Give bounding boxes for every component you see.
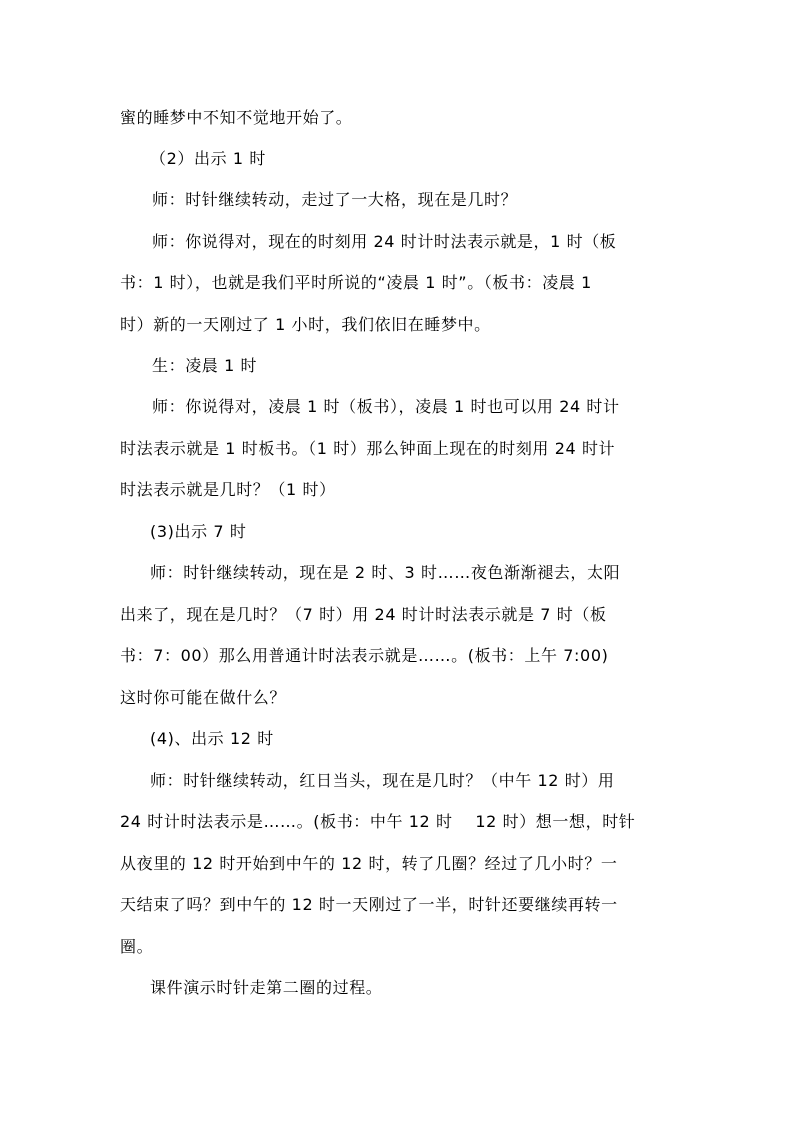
paragraph-line: 这时你可能在做什么？ bbox=[120, 688, 287, 707]
paragraph-line: 24 时计时法表示是……。(板书：中午 12 时 12 时）想一想，时针 bbox=[120, 812, 636, 831]
paragraph-line: 从夜里的 12 时开始到中午的 12 时，转了几圈？经过了几小时？一 bbox=[120, 854, 618, 873]
paragraph-line: 师：时针继续转动，走过了一大格，现在是几时？ bbox=[152, 190, 518, 209]
paragraph-line: 天结束了吗？到中午的 12 时一天刚过了一半，时针还要继续再转一 bbox=[120, 895, 618, 914]
paragraph-line: 生：凌晨 1 时 bbox=[152, 356, 258, 375]
paragraph-line: (3)出示 7 时 bbox=[150, 522, 247, 541]
paragraph-line: 出来了，现在是几时？（7 时）用 24 时计时法表示就是 7 时（板 bbox=[120, 605, 607, 624]
paragraph-line: 时法表示就是 1 时板书。（1 时）那么钟面上现在的时刻用 24 时计 bbox=[120, 439, 616, 458]
paragraph-line: 书：7：00）那么用普通计时法表示就是……。(板书：上午 7:00) bbox=[120, 646, 609, 665]
paragraph-line: 课件演示时针走第二圈的过程。 bbox=[150, 978, 383, 997]
paragraph-line: 师：时针继续转动，现在是 2 时、3 时……夜色渐渐褪去，太阳 bbox=[150, 563, 621, 582]
paragraph-line: 书：1 时），也就是我们平时所说的“凌晨 1 时”。（板书：凌晨 1 bbox=[120, 273, 592, 292]
paragraph-line: 师：时针继续转动，红日当头，现在是几时？（中午 12 时）用 bbox=[150, 771, 615, 790]
paragraph-line: （2）出示 1 时 bbox=[150, 149, 266, 168]
paragraph-line: 蜜的睡梦中不知不觉地开始了。 bbox=[120, 108, 353, 127]
paragraph-line: (4)、出示 12 时 bbox=[150, 729, 274, 748]
paragraph-line: 师：你说得对，现在的时刻用 24 时计时法表示就是，1 时（板 bbox=[152, 232, 617, 251]
paragraph-line: 时法表示就是几时？（1 时） bbox=[120, 480, 336, 499]
paragraph-line: 时）新的一天刚过了 1 小时，我们依旧在睡梦中。 bbox=[120, 315, 491, 334]
paragraph-line: 师：你说得对，凌晨 1 时（板书），凌晨 1 时也可以用 24 时计 bbox=[152, 397, 620, 416]
paragraph-line: 圈。 bbox=[120, 937, 154, 956]
